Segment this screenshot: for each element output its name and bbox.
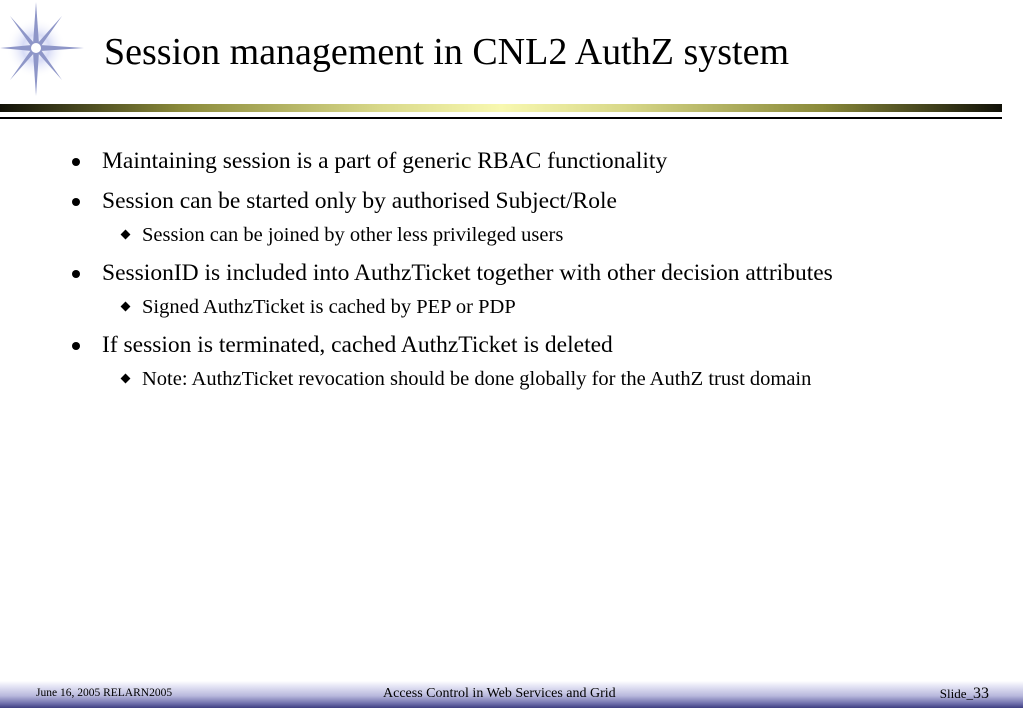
title-gradient-bar xyxy=(0,104,1002,112)
sub-bullet-item xyxy=(0,366,1023,392)
sub-bullet-item xyxy=(0,222,1023,248)
bullet-text: Maintaining session is a part of generic RBAC functionality xyxy=(102,148,668,174)
bullet-text: Session can be started only by authorised Subject/Role xyxy=(102,188,617,214)
round-bullet-icon xyxy=(72,198,80,206)
footer-slide-number xyxy=(940,684,989,704)
round-bullet-icon xyxy=(72,158,80,166)
diamond-bullet-icon xyxy=(121,374,131,384)
slide-number: 33 xyxy=(973,685,989,702)
slide-title: Session management in CNL2 AuthZ system xyxy=(104,31,790,73)
footer-presentation-title: Access Control in Web Services and Grid xyxy=(383,686,616,701)
sub-bullet-text: Signed AuthzTicket is cached by PEP or PDP xyxy=(142,296,516,318)
bullet-item xyxy=(0,186,1023,216)
round-bullet-icon xyxy=(72,342,80,350)
sub-bullet-text: Note: AuthzTicket revocation should be done globally for the AuthZ trust domain xyxy=(142,368,812,390)
bullet-item xyxy=(0,330,1023,360)
title-rule xyxy=(0,117,1002,119)
bullet-text: SessionID is included into AuthzTicket together with other decision attributes xyxy=(102,260,833,286)
starburst-icon xyxy=(0,0,86,100)
bullet-item xyxy=(0,146,1023,176)
diamond-bullet-icon xyxy=(121,302,131,312)
round-bullet-icon xyxy=(72,270,80,278)
footer-date-event: June 16, 2005 RELARN2005 xyxy=(36,687,173,699)
diamond-bullet-icon xyxy=(121,230,131,240)
sub-bullet-item xyxy=(0,294,1023,320)
slide-label: Slide_ xyxy=(939,686,973,701)
sub-bullet-text: Session can be joined by other less privileged users xyxy=(142,224,564,246)
bullet-list xyxy=(0,146,1023,402)
bullet-text: If session is terminated, cached AuthzTicket is deleted xyxy=(102,332,613,358)
bullet-item xyxy=(0,258,1023,288)
